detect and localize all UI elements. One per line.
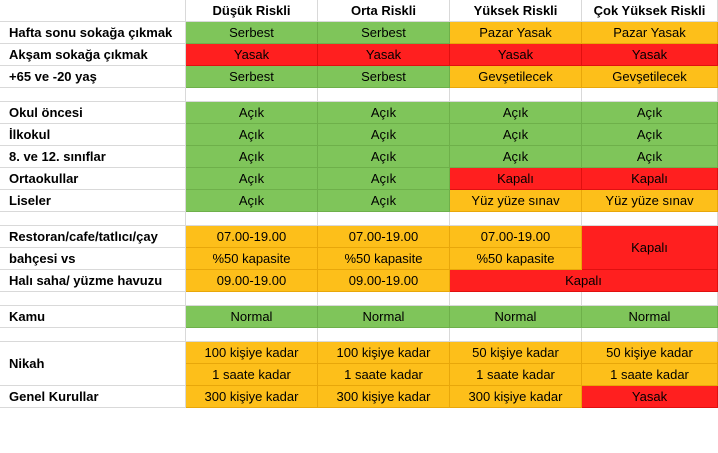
cell-primary-medium: Açık xyxy=(318,124,450,146)
cell-public-low: Normal xyxy=(186,306,318,328)
cell-wedding-medium-people: 100 kişiye kadar xyxy=(318,342,450,364)
cell-middle-high: Kapalı xyxy=(450,168,582,190)
spacer-cell xyxy=(450,88,582,102)
cell-preschool-high: Açık xyxy=(450,102,582,124)
spacer-cell xyxy=(0,88,186,102)
cell-wedding-very-high-people: 50 kişiye kadar xyxy=(582,342,718,364)
cell-age-very-high: Gevşetilecek xyxy=(582,66,718,88)
cell-assembly-high: 300 kişiye kadar xyxy=(450,386,582,408)
spacer-cell xyxy=(582,292,718,306)
cell-wedding-low-duration: 1 saate kadar xyxy=(186,364,318,386)
row-label-middle-school: Ortaokullar xyxy=(0,168,186,190)
cell-assembly-low: 300 kişiye kadar xyxy=(186,386,318,408)
cell-public-very-high: Normal xyxy=(582,306,718,328)
spacer-cell xyxy=(318,292,450,306)
cell-assembly-very-high: Yasak xyxy=(582,386,718,408)
row-label-restaurant: Restoran/cafe/tatlıcı/çay xyxy=(0,226,186,248)
header-high-risk: Yüksek Riskli xyxy=(450,0,582,22)
cell-age-high: Gevşetilecek xyxy=(450,66,582,88)
cell-middle-medium: Açık xyxy=(318,168,450,190)
cell-middle-very-high: Kapalı xyxy=(582,168,718,190)
cell-wedding-high-duration: 1 saate kadar xyxy=(450,364,582,386)
cell-middle-low: Açık xyxy=(186,168,318,190)
cell-grades-low: Açık xyxy=(186,146,318,168)
cell-restaurant-medium-hours: 07.00-19.00 xyxy=(318,226,450,248)
cell-preschool-very-high: Açık xyxy=(582,102,718,124)
spacer-cell xyxy=(0,292,186,306)
cell-grades-very-high: Açık xyxy=(582,146,718,168)
spacer-cell xyxy=(450,212,582,226)
spacer-cell xyxy=(582,88,718,102)
cell-wedding-medium-duration: 1 saate kadar xyxy=(318,364,450,386)
cell-highschool-high: Yüz yüze sınav xyxy=(450,190,582,212)
cell-evening-very-high: Yasak xyxy=(582,44,718,66)
cell-highschool-low: Açık xyxy=(186,190,318,212)
cell-pitch-low: 09.00-19.00 xyxy=(186,270,318,292)
row-label-pitch-pool: Halı saha/ yüzme havuzu xyxy=(0,270,186,292)
row-label-age: +65 ve -20 yaş xyxy=(0,66,186,88)
spacer-cell xyxy=(186,292,318,306)
spacer-cell xyxy=(0,328,186,342)
cell-preschool-low: Açık xyxy=(186,102,318,124)
cell-primary-high: Açık xyxy=(450,124,582,146)
cell-grades-medium: Açık xyxy=(318,146,450,168)
cell-weekend-high: Pazar Yasak xyxy=(450,22,582,44)
spacer-cell xyxy=(186,88,318,102)
cell-pitch-high-very-high: Kapalı xyxy=(450,270,718,292)
row-label-public: Kamu xyxy=(0,306,186,328)
cell-age-medium: Serbest xyxy=(318,66,450,88)
cell-restaurant-very-high: Kapalı xyxy=(582,226,718,270)
cell-weekend-very-high: Pazar Yasak xyxy=(582,22,718,44)
spacer-cell xyxy=(186,328,318,342)
row-label-preschool: Okul öncesi xyxy=(0,102,186,124)
cell-evening-high: Yasak xyxy=(450,44,582,66)
cell-grades-high: Açık xyxy=(450,146,582,168)
cell-wedding-low-people: 100 kişiye kadar xyxy=(186,342,318,364)
spacer-cell xyxy=(186,212,318,226)
cell-public-high: Normal xyxy=(450,306,582,328)
cell-primary-very-high: Açık xyxy=(582,124,718,146)
row-label-restaurant-line2: bahçesi vs xyxy=(0,248,186,270)
spacer-cell xyxy=(0,212,186,226)
cell-restaurant-medium-capacity: %50 kapasite xyxy=(318,248,450,270)
header-very-high-risk: Çok Yüksek Riskli xyxy=(582,0,718,22)
cell-primary-low: Açık xyxy=(186,124,318,146)
spacer-cell xyxy=(582,212,718,226)
spacer-cell xyxy=(318,328,450,342)
row-label-wedding: Nikah xyxy=(0,342,186,386)
row-label-weekend: Hafta sonu sokağa çıkmak xyxy=(0,22,186,44)
cell-pitch-medium: 09.00-19.00 xyxy=(318,270,450,292)
row-label-evening: Akşam sokağa çıkmak xyxy=(0,44,186,66)
cell-highschool-very-high: Yüz yüze sınav xyxy=(582,190,718,212)
header-empty-cell xyxy=(0,0,186,22)
row-label-grades: 8. ve 12. sınıflar xyxy=(0,146,186,168)
row-label-primary: İlkokul xyxy=(0,124,186,146)
cell-wedding-very-high-duration: 1 saate kadar xyxy=(582,364,718,386)
header-medium-risk: Orta Riskli xyxy=(318,0,450,22)
cell-wedding-high-people: 50 kişiye kadar xyxy=(450,342,582,364)
row-label-general-assembly: Genel Kurullar xyxy=(0,386,186,408)
cell-weekend-medium: Serbest xyxy=(318,22,450,44)
header-low-risk: Düşük Riskli xyxy=(186,0,318,22)
cell-evening-low: Yasak xyxy=(186,44,318,66)
cell-weekend-low: Serbest xyxy=(186,22,318,44)
cell-highschool-medium: Açık xyxy=(318,190,450,212)
row-label-high-school: Liseler xyxy=(0,190,186,212)
spacer-cell xyxy=(582,328,718,342)
cell-preschool-medium: Açık xyxy=(318,102,450,124)
cell-public-medium: Normal xyxy=(318,306,450,328)
cell-restaurant-high-capacity: %50 kapasite xyxy=(450,248,582,270)
cell-age-low: Serbest xyxy=(186,66,318,88)
cell-evening-medium: Yasak xyxy=(318,44,450,66)
cell-assembly-medium: 300 kişiye kadar xyxy=(318,386,450,408)
cell-restaurant-low-capacity: %50 kapasite xyxy=(186,248,318,270)
spacer-cell xyxy=(318,212,450,226)
spacer-cell xyxy=(450,328,582,342)
cell-restaurant-low-hours: 07.00-19.00 xyxy=(186,226,318,248)
spacer-cell xyxy=(450,292,582,306)
cell-restaurant-high-hours: 07.00-19.00 xyxy=(450,226,582,248)
spacer-cell xyxy=(318,88,450,102)
